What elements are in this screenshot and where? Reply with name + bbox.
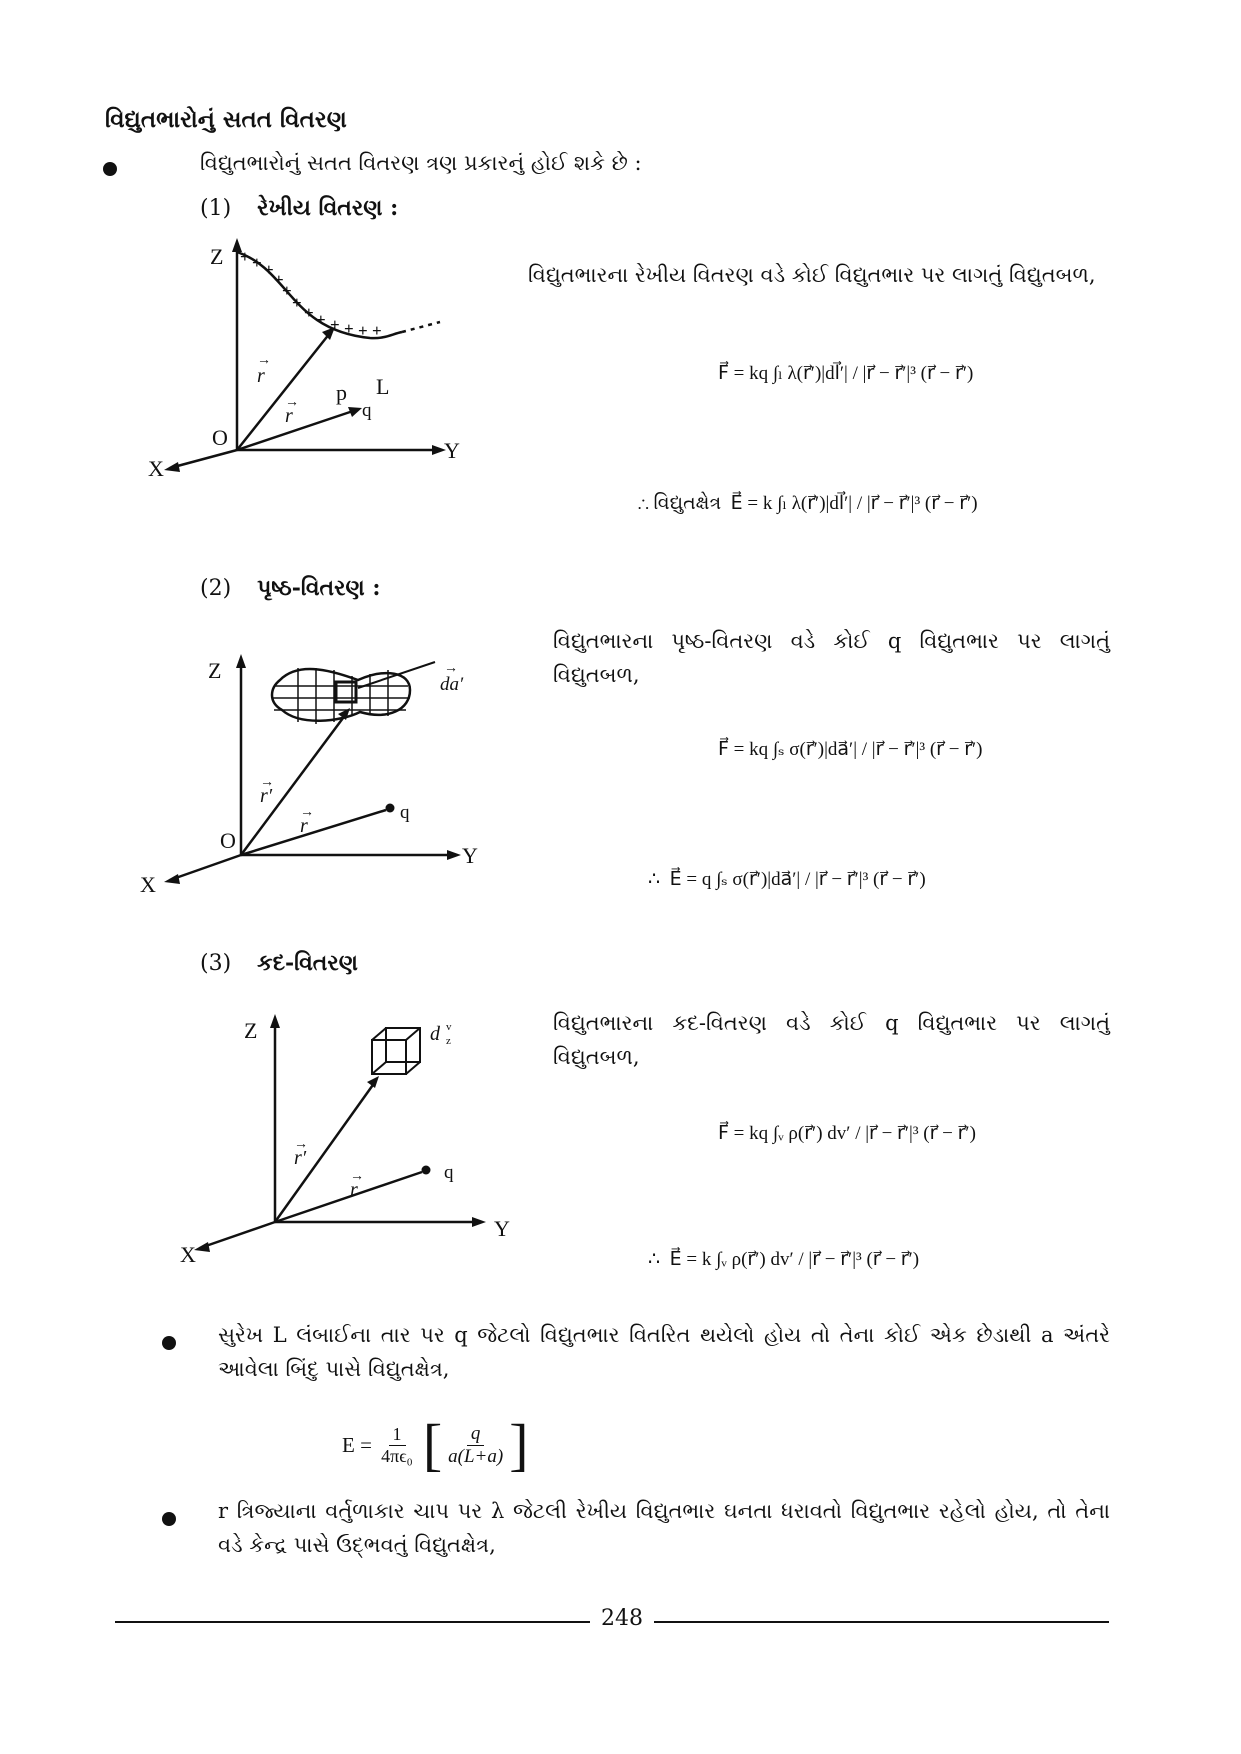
surface-number: (2) — [200, 576, 232, 601]
r-label: r — [300, 815, 308, 837]
surface-title: પૃષ્ઠ-વિતરણ : — [257, 575, 381, 601]
y-label: Y — [462, 843, 478, 868]
r-prime-label: r — [257, 365, 265, 387]
bullet — [162, 1512, 176, 1526]
z-label: Z — [210, 244, 224, 269]
r-vector — [275, 1172, 422, 1222]
volume-text: વિદ્યુતભારના કદ-વિતરણ વડે કોઈ q વિદ્યુતભાર પર લાગતું વિદ્યુતબળ, — [553, 1011, 1110, 1069]
svg-text:+: + — [282, 281, 292, 300]
q-label: q — [400, 802, 410, 823]
section-title: વિદ્યુતભારોનું સતત વિતરણ — [105, 106, 347, 133]
q-label: q — [444, 1162, 454, 1183]
linear-field-prefix: ∴ વિદ્યુતક્ષેત્ર — [638, 493, 722, 514]
z-label: Z — [244, 1018, 258, 1043]
surface-text: વિદ્યુતભારના પૃષ્ઠ-વિતરણ વડે કોઈ q વિદ્યુતભાર પર લાગતું વિદ્યુતબળ, — [553, 629, 1110, 687]
svg-text:+: + — [330, 315, 340, 334]
linear-heading — [200, 195, 398, 221]
bullet — [162, 1336, 176, 1350]
y-label: Y — [444, 438, 460, 463]
svg-text:→: → — [285, 395, 299, 410]
svg-text:→: → — [260, 775, 274, 790]
page-number: 248 — [601, 1606, 643, 1631]
x-axis — [170, 450, 237, 468]
x-label: X — [140, 872, 156, 897]
four-pi-epsilon: 4πϵ₀ — [381, 1445, 413, 1466]
footer-rule-left — [115, 1621, 590, 1623]
svg-text:→: → — [300, 805, 314, 820]
surface-force-formula: F⃗ = kq ∫ₛ σ(r⃗′)|da⃗′| / |r⃗ − r⃗′|³ (r⃗ − r⃗′) — [718, 739, 983, 760]
svg-text:+: + — [316, 310, 326, 329]
svg-text:+: + — [292, 293, 302, 312]
svg-text:+: + — [304, 303, 314, 322]
volume-title: કદ-વિતરણ — [257, 950, 358, 976]
wire-field-formula: E = $\frac{1}{\text{4πϵ₀}}$ [ $\frac{q}{a(L+a)}$ ] — [342, 1412, 529, 1477]
svg-text:+: + — [240, 247, 250, 266]
intro-text: વિદ્યુતભારોનું સતત વિતરણ ત્રણ પ્રકારનું હોઈ શકે છે : — [200, 151, 642, 175]
volume-field — [648, 1248, 919, 1271]
r-prime-label: r′ — [260, 785, 273, 807]
svg-text:+: + — [274, 270, 284, 289]
svg-text:→: → — [350, 1169, 364, 1184]
x-axis — [200, 1222, 275, 1248]
da-label: da′ — [440, 674, 464, 695]
svg-text:+: + — [372, 321, 382, 340]
r-label: r — [285, 405, 293, 427]
svg-text:→: → — [444, 661, 458, 676]
x-label: X — [180, 1242, 196, 1267]
q-numerator: q — [467, 1423, 485, 1446]
r-prime-label: r′ — [294, 1147, 307, 1169]
volume-cube — [372, 1028, 420, 1074]
svg-text:+: + — [264, 260, 274, 279]
dv-bottom: z — [446, 1035, 451, 1047]
z-label: Z — [208, 658, 222, 683]
y-label: Y — [494, 1216, 510, 1241]
volume-force-formula: F⃗ = kq ∫ᵥ ρ(r⃗′) dv′ / |r⃗ − r⃗′|³ (r⃗ − r⃗′) — [718, 1123, 976, 1144]
svg-text:+: + — [344, 319, 354, 338]
r-label: r — [350, 1179, 358, 1201]
linear-field-formula: E⃗ = k ∫ₗ λ(r⃗′)|dl⃗′| / |r⃗ − r⃗′|³ (r⃗ − r⃗′) — [730, 493, 978, 514]
bullet — [103, 162, 117, 176]
svg-text:+: + — [252, 253, 262, 272]
linear-title: રેખીય વિતરણ : — [257, 195, 399, 221]
surface-field — [648, 868, 926, 891]
svg-text:→: → — [257, 353, 271, 368]
r-prime-vector — [241, 714, 346, 855]
volume-heading — [200, 950, 358, 976]
q-label: q — [362, 400, 372, 421]
arc-text: r ત્રિજ્યાના વર્તુળાકાર ચાપ પર λ જેટલી રેખીય વિદ્યુતભાર ઘનતા ધરાવતો વિદ્યુતભાર રહેલો હોય, તો તેના વડે કેન્દ્ર પાસે ઉદ્ભવતું વિદ્યુતક્ષેત્ર, — [218, 1499, 1110, 1557]
svg-text:+: + — [358, 321, 368, 340]
a-l-a-denominator: a(L+a) — [448, 1445, 504, 1467]
one: 1 — [389, 1424, 406, 1446]
r-prime-vector — [237, 333, 330, 450]
e-label: E = — [342, 1432, 372, 1457]
dv-top: v — [446, 1021, 452, 1033]
linear-number: (1) — [200, 196, 232, 221]
q-point — [386, 804, 395, 813]
volume-number: (3) — [200, 951, 232, 976]
origin-label: O — [220, 828, 236, 853]
da-element — [336, 682, 356, 702]
surface-field-prefix: ∴ — [648, 869, 661, 890]
footer-rule-right — [654, 1621, 1109, 1623]
dv-label: d — [430, 1023, 440, 1045]
linear-field — [638, 492, 978, 515]
l-label: L — [376, 374, 390, 399]
x-axis — [170, 855, 241, 880]
linear-force-formula: F⃗ = kq ∫ₗ λ(r⃗′)|dl⃗′| / |r⃗ − r⃗′|³ (r⃗ − r⃗′) — [718, 363, 974, 384]
origin-label: O — [212, 425, 228, 450]
volume-diagram — [160, 1000, 530, 1270]
linear-text: વિદ્યુતભારના રેખીય વિતરણ વડે કોઈ વિદ્યુતભાર પર લાગતું વિદ્યુતબળ, — [528, 263, 1096, 287]
volume-field-prefix: ∴ — [648, 1249, 661, 1270]
linear-diagram — [140, 230, 460, 490]
surface-field-formula: E⃗ = q ∫ₛ σ(r⃗′)|da⃗′| / |r⃗ − r⃗′|³ (r⃗ − r⃗′) — [669, 869, 926, 890]
plus-signs — [240, 247, 382, 340]
svg-text:→: → — [294, 1137, 308, 1152]
volume-field-formula: E⃗ = k ∫ᵥ ρ(r⃗′) dv′ / |r⃗ − r⃗′|³ (r⃗ − r⃗′) — [669, 1249, 920, 1270]
surface-diagram — [140, 640, 480, 900]
surface-heading — [200, 575, 380, 601]
curve-continuation — [402, 322, 440, 332]
r-prime-vector — [275, 1082, 375, 1222]
wire-text: સુરેખ L લંબાઈના તાર પર q જેટલો વિદ્યુતભાર વિતરિત થયેલો હોય તો તેના કોઈ એક છેડાથી a અંતરે આવેલા બિંદુ પાસે વિદ્યુતક્ષેત્ર, — [218, 1323, 1110, 1381]
q-point — [422, 1166, 431, 1175]
p-label: p — [336, 380, 347, 405]
r-vector — [237, 410, 356, 450]
x-label: X — [148, 456, 164, 481]
